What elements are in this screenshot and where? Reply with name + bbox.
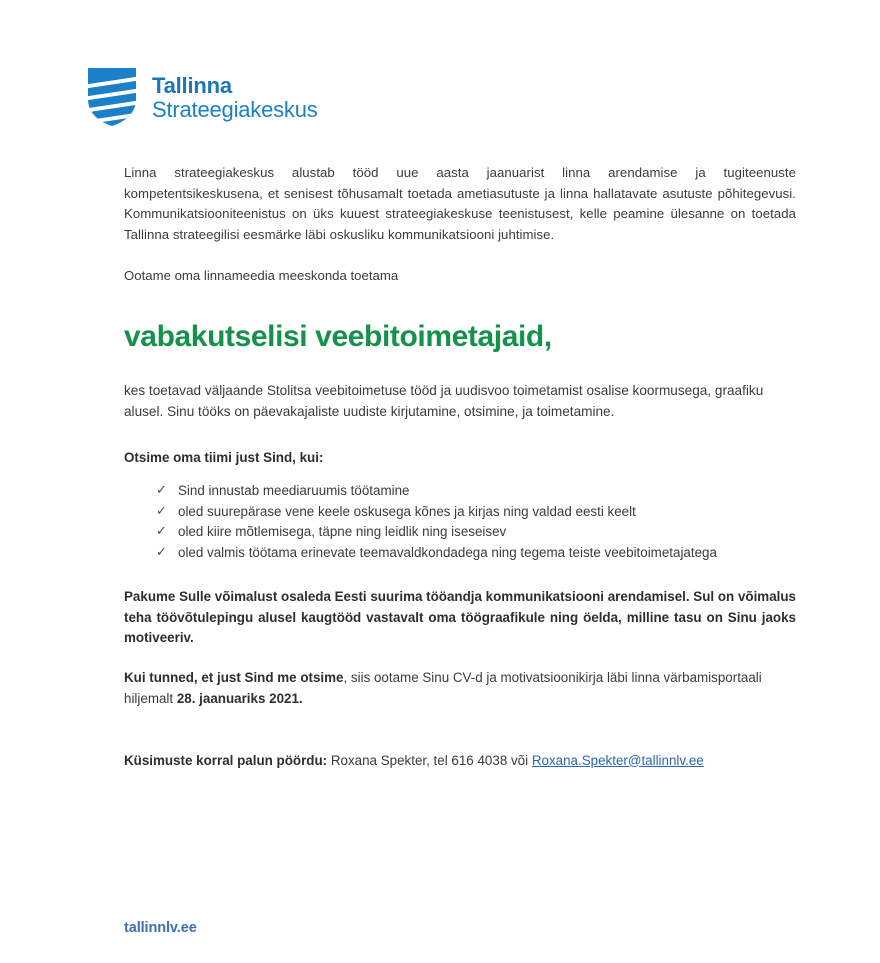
list-item-label: Sind innustab meediaruumis töötamine	[178, 483, 410, 498]
check-icon: ✓	[156, 543, 167, 559]
list-item-label: oled suurepärase vene keele oskusega kõnes ja kirjas ning valdad eesti keelt	[178, 503, 636, 519]
requirements-heading: Otsime oma tiimi just Sind, kui:	[124, 450, 324, 465]
contact-email-link[interactable]: Roxana.Spekter@tallinnlv.ee	[531, 752, 704, 768]
contact-paragraph	[124, 751, 796, 771]
list-item	[124, 481, 796, 501]
list-item-label: oled kiire mõtlemisega, täpne ning leidlik ning iseseisev	[178, 524, 507, 539]
check-icon: ✓	[156, 502, 167, 518]
apply-bold-lead: Kui tunned, et just Sind me otsime	[124, 669, 344, 685]
contact-label: Küsimuste korral palun pöördu:	[124, 752, 328, 768]
page-title: vabakutselisi veebitoimetajaid,	[124, 320, 552, 353]
requirements-list	[124, 481, 796, 562]
tallinn-shield-icon	[86, 66, 138, 128]
contact-person: Roxana Spekter, tel 616 4038 või	[327, 752, 532, 768]
list-item	[124, 543, 796, 563]
apply-paragraph	[124, 667, 808, 709]
advert-content	[124, 163, 796, 771]
list-item	[124, 502, 796, 522]
list-item-label: oled valmis töötama erinevate teemavaldkondadega ning tegema teiste veebitoimetajatega	[178, 544, 717, 560]
footer-website[interactable]: tallinnlv.ee	[124, 920, 197, 936]
organisation-logo	[86, 66, 318, 128]
logo-wordmark	[152, 72, 318, 122]
role-description-paragraph: kes toetavad väljaande Stolitsa veebitoimetuse tööd ja uudisvoo toimetamist osalise koormusega, graafiku alusel. Sinu tööks on päevakajaliste uudiste kirjutamine, otsimine, ja toimetamine.	[124, 383, 764, 419]
apply-middle-text: , siis ootame Sinu CV-d ja motivatsioonikirja läbi linna värbamisportaali hiljemalt	[124, 669, 762, 706]
apply-deadline: 28. jaanuariks 2021.	[176, 690, 303, 706]
offer-paragraph: Pakume Sulle võimalust osaleda Eesti suurima tööandja kommunikatsiooni arendamisel. Sul on võimalus teha töövõtulepingu alusel kaugtööd vastavalt oma töögraafikule ning öelda, milline tasu on Sinu jaoks motiveeriv.	[124, 589, 796, 645]
intro-paragraph: Linna strateegiakeskus alustab tööd uue aasta jaanuarist linna arendamise ja tugiteenuste kompetentsikeskusena, et senisest tõhusamalt toetada ametiasutuste ja linna hallatavate asutuste põhitegevusi. Kommunikatsiooniteenistus on üks kuuest strateegiakeskuse teenistusest, kelle peamine ülesanne on toetada Tallinna strateegilisi eesmärke läbi oskusliku kommunikatsiooni juhtimise.	[124, 165, 796, 242]
list-item	[124, 522, 796, 542]
logo-line-tallinna: Tallinna	[152, 73, 232, 99]
check-icon: ✓	[156, 523, 167, 538]
check-icon: ✓	[156, 482, 167, 497]
lead-line: Ootame oma linnameedia meeskonda toetama	[124, 268, 399, 283]
logo-line-strateegiakeskus: Strateegiakeskus	[152, 97, 318, 122]
